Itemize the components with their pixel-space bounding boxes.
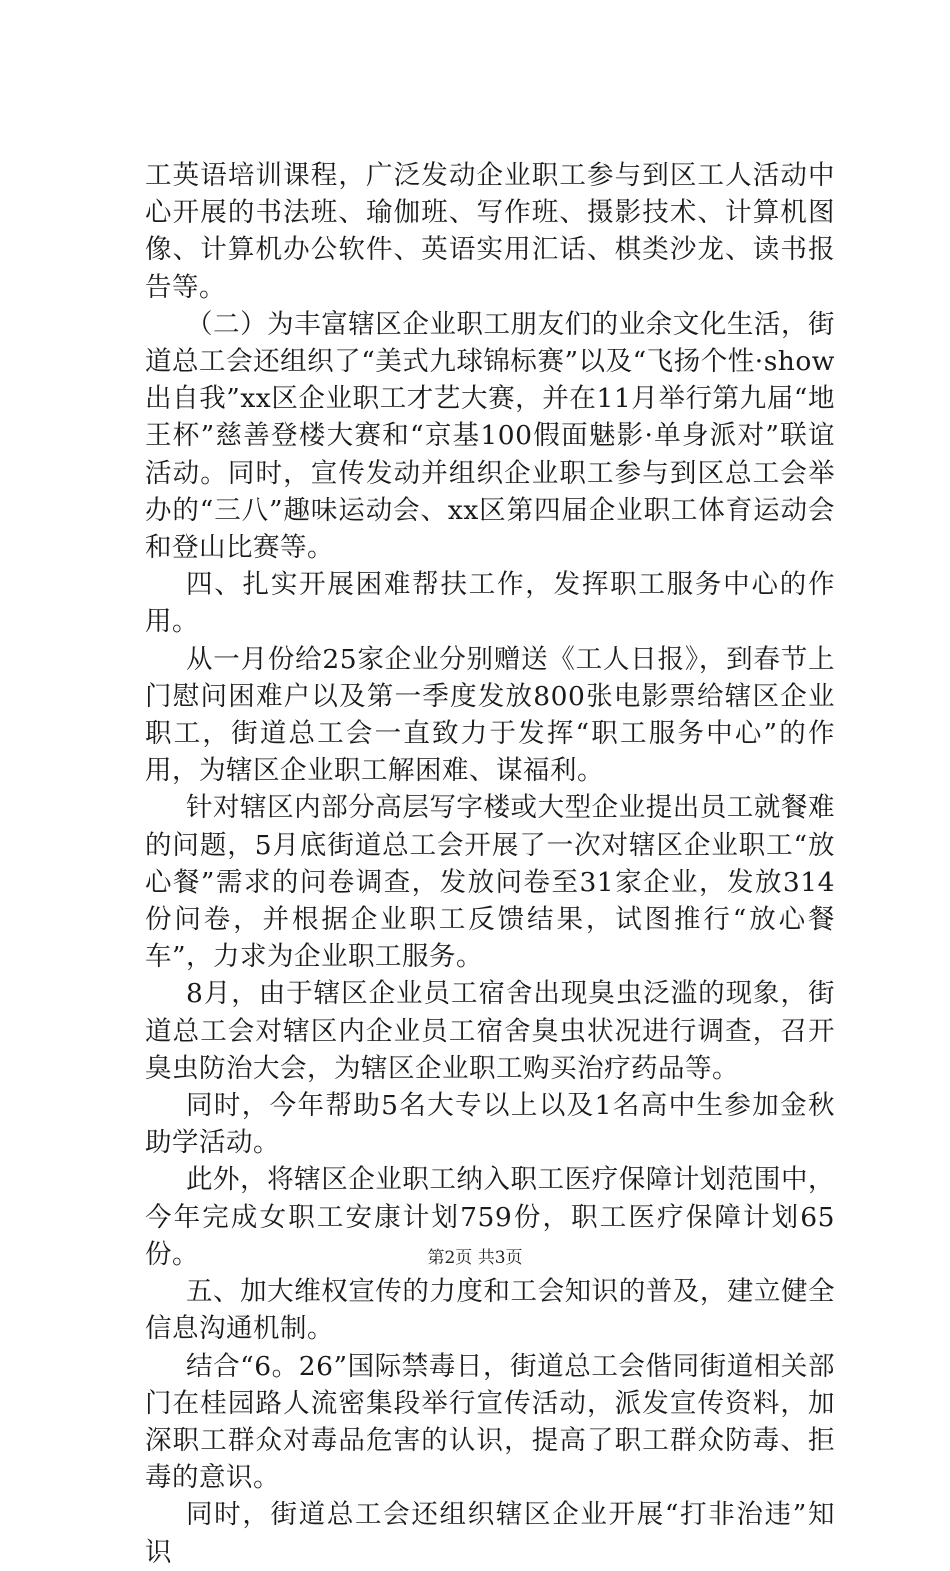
- paragraph: 同时，今年帮助5名大专以上以及1名高中生参加金秋助学活动。: [145, 1090, 835, 1159]
- paragraph: 结合“6。26”国际禁毒日，街道总工会偕同街道相关部门在桂园路人流密集段举行宣传活动，派发宣传资料，加深职工群众对毒品危害的认识，提高了职工群众防毒、拒毒的意识。: [145, 1350, 835, 1494]
- paragraph: 针对辖区内部分高层写字楼或大型企业提出员工就餐难的问题，5月底街道总工会开展了一次对辖区企业职工“放心餐”需求的问卷调查，发放问卷至31家企业，发放314份问卷，并根据企业职工反馈结果，试图推行“放心餐车”，力求为企业职工服务。: [145, 792, 835, 973]
- section-heading: 四、扎实开展困难帮扶工作，发挥职工服务中心的作用。: [145, 569, 835, 638]
- paragraph: （二）为丰富辖区企业职工朋友们的业余文化生活，街道总工会还组织了“美式九球锦标赛”以及“飞扬个性·show出自我”xx区企业职工才艺大赛，并在11月举行第九届“地王杯”慈善登楼大赛和“京基100假面魅影·单身派对”联谊活动。同时，宣传发动并组织企业职工参与到区总工会举办的“三八”趣味运动会、xx区第四届企业职工体育运动会和登山比赛等。: [145, 308, 835, 564]
- paragraph: 工英语培训课程，广泛发动企业职工参与到区工人活动中心开展的书法班、瑜伽班、写作班、摄影技术、计算机图像、计算机办公软件、英语实用汇话、棋类沙龙、读书报告等。: [145, 160, 835, 303]
- paragraph: 从一月份给25家企业分别赠送《工人日报》，到春节上门慰问困难户以及第一季度发放800张电影票给辖区企业职工，街道总工会一直致力于发挥“职工服务中心”的作用，为辖区企业职工解困难、谋福利。: [145, 643, 835, 787]
- paragraph: 同时，街道总工会还组织辖区企业开展“打非治违”知识: [145, 1499, 835, 1568]
- paragraph: 此外，将辖区企业职工纳入职工医疗保障计划范围中，今年完成女职工安康计划759份，职工医疗保障计划65份。: [145, 1164, 835, 1270]
- section-heading: 五、加大维权宣传的力度和工会知识的普及，建立健全信息沟通机制。: [145, 1276, 835, 1345]
- document-body: [145, 157, 835, 1571]
- paragraph: 8月，由于辖区企业员工宿舍出现臭虫泛滥的现象，街道总工会对辖区内企业员工宿舍臭虫状况进行调查，召开臭虫防治大会，为辖区企业职工购买治疗药品等。: [145, 978, 835, 1084]
- page-footer: 第2页 共3页: [427, 1248, 523, 1268]
